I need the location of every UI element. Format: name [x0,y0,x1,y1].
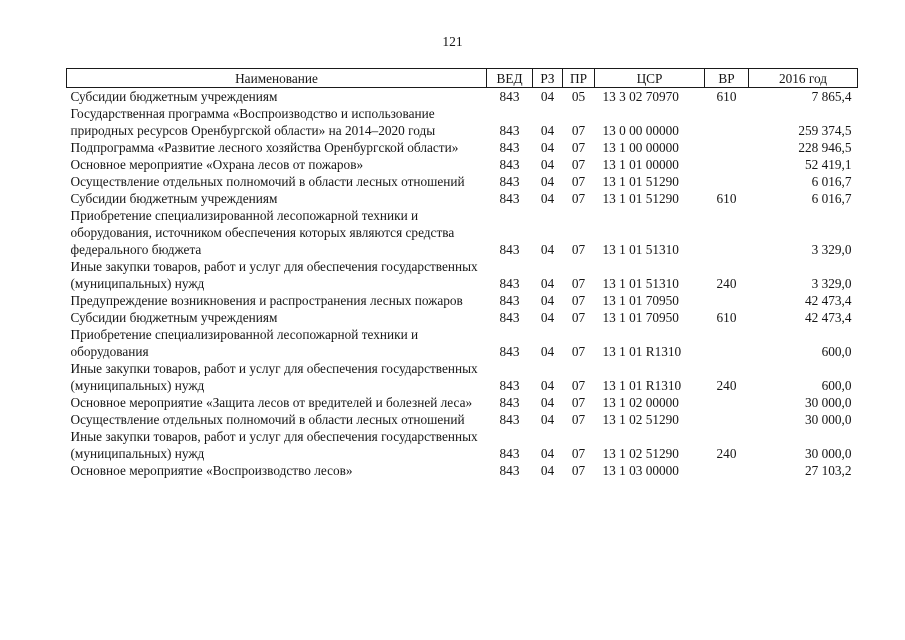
cell-rz: 04 [540,140,555,155]
cell-rz: 04 [540,293,555,308]
cell-csr: 13 1 01 51310 [602,242,679,257]
cell-vr [705,394,749,411]
cell-vr: 240 [716,276,737,291]
cell-csr: 13 1 01 70950 [602,310,679,325]
cell-csr: 13 1 00 00000 [602,140,679,155]
cell-pr: 07 [571,140,586,155]
table-row [67,207,858,258]
cell-amount: 600,0 [821,344,852,359]
cell-rz: 04 [540,446,555,461]
cell-rz: 04 [540,378,555,393]
cell-ved: 843 [499,89,520,104]
cell-rz: 04 [540,344,555,359]
cell-vr: 610 [716,89,737,104]
cell-amount: 259 374,5 [798,123,852,138]
cell-amount: 3 329,0 [811,276,852,291]
cell-amount: 600,0 [821,378,852,393]
cell-pr: 07 [571,157,586,172]
cell-csr: 13 1 01 51290 [602,191,679,206]
cell-pr: 07 [571,191,586,206]
cell-name: Осуществление отдельных полномочий в области лесных отношений [70,412,465,427]
table-row [67,292,858,309]
cell-rz: 04 [540,463,555,478]
cell-name: Приобретение специализированной лесопожарной техники и оборудования [70,327,419,359]
cell-pr: 07 [571,412,586,427]
cell-amount: 27 103,2 [804,463,852,478]
table-row [67,326,858,360]
cell-csr: 13 1 01 R1310 [602,344,682,359]
cell-vr [705,292,749,309]
cell-vr [705,411,749,428]
table-row [67,258,858,292]
header-csr: ЦСР [595,69,705,88]
cell-name: Субсидии бюджетным учреждениям [70,191,278,206]
cell-name: Осуществление отдельных полномочий в области лесных отношений [70,174,465,189]
cell-rz: 04 [540,191,555,206]
table-row [67,190,858,207]
cell-rz: 04 [540,242,555,257]
cell-ved: 843 [499,344,520,359]
cell-vr: 610 [716,310,737,325]
cell-pr: 07 [571,378,586,393]
table-body [67,88,858,480]
cell-rz: 04 [540,174,555,189]
cell-ved: 843 [499,123,520,138]
cell-amount: 6 016,7 [811,174,852,189]
table-row [67,105,858,139]
cell-pr: 07 [571,293,586,308]
cell-amount: 30 000,0 [804,395,852,410]
header-pr: ПР [563,69,595,88]
cell-name: Субсидии бюджетным учреждениям [70,310,278,325]
cell-ved: 843 [499,293,520,308]
cell-pr: 07 [571,310,586,325]
cell-amount: 228 946,5 [798,140,852,155]
cell-name: Приобретение специализированной лесопожарной техники и оборудования, источником обеспечения которых являются средства федерального бюджета [70,208,455,257]
cell-name: Государственная программа «Воспроизводство и использование природных ресурсов Оренбургской области» на 2014–2020 годы [70,106,436,138]
cell-ved: 843 [499,412,520,427]
cell-pr: 05 [571,89,586,104]
cell-name: Подпрограмма «Развитие лесного хозяйства Оренбургской области» [70,140,459,155]
cell-ved: 843 [499,191,520,206]
cell-name: Иные закупки товаров, работ и услуг для обеспечения государственных (муниципальных) нужд [70,429,478,461]
cell-amount: 3 329,0 [811,242,852,257]
cell-ved: 843 [499,276,520,291]
cell-amount: 7 865,4 [811,89,852,104]
cell-vr: 240 [716,378,737,393]
cell-ved: 843 [499,463,520,478]
cell-csr: 13 1 02 51290 [602,412,679,427]
table-row [67,462,858,479]
cell-ved: 843 [499,157,520,172]
cell-rz: 04 [540,276,555,291]
cell-amount: 30 000,0 [804,446,852,461]
cell-vr [705,207,749,258]
table-row [67,411,858,428]
cell-ved: 843 [499,395,520,410]
cell-amount: 42 473,4 [804,310,852,325]
cell-csr: 13 1 02 51290 [602,446,679,461]
header-vr: ВР [705,69,749,88]
table-row [67,156,858,173]
cell-csr: 13 1 03 00000 [602,463,679,478]
table-row [67,88,858,106]
cell-name: Основное мероприятие «Защита лесов от вредителей и болезней леса» [70,395,473,410]
cell-vr [705,173,749,190]
cell-pr: 07 [571,395,586,410]
cell-pr: 07 [571,276,586,291]
cell-rz: 04 [540,157,555,172]
cell-amount: 42 473,4 [804,293,852,308]
header-rz: РЗ [533,69,563,88]
cell-csr: 13 1 01 51310 [602,276,679,291]
cell-ved: 843 [499,378,520,393]
budget-table [66,68,858,479]
cell-name: Предупреждение возникновения и распространения лесных пожаров [70,293,463,308]
cell-rz: 04 [540,310,555,325]
cell-ved: 843 [499,174,520,189]
cell-vr [705,139,749,156]
cell-name: Основное мероприятие «Воспроизводство лесов» [70,463,353,478]
table-row [67,428,858,462]
cell-rz: 04 [540,395,555,410]
table-row [67,309,858,326]
table-row [67,173,858,190]
cell-ved: 843 [499,446,520,461]
cell-name: Иные закупки товаров, работ и услуг для обеспечения государственных (муниципальных) нужд [70,361,478,393]
cell-ved: 843 [499,310,520,325]
header-row [67,69,858,88]
cell-vr: 240 [716,446,737,461]
header-ved: ВЕД [487,69,533,88]
table-row [67,139,858,156]
cell-pr: 07 [571,242,586,257]
cell-amount: 6 016,7 [811,191,852,206]
page-number: 121 [442,34,463,49]
cell-csr: 13 1 01 R1310 [602,378,682,393]
cell-rz: 04 [540,89,555,104]
cell-vr [705,105,749,139]
cell-ved: 843 [499,242,520,257]
cell-csr: 13 0 00 00000 [602,123,679,138]
cell-rz: 04 [540,123,555,138]
cell-pr: 07 [571,463,586,478]
cell-rz: 04 [540,412,555,427]
header-name: Наименование [67,69,487,88]
cell-name: Основное мероприятие «Охрана лесов от пожаров» [70,157,364,172]
cell-amount: 52 419,1 [804,157,852,172]
table-row [67,360,858,394]
cell-name: Субсидии бюджетным учреждениям [70,89,278,104]
cell-name: Иные закупки товаров, работ и услуг для обеспечения государственных (муниципальных) нужд [70,259,478,291]
cell-csr: 13 3 02 70970 [602,89,679,104]
cell-pr: 07 [571,123,586,138]
cell-csr: 13 1 01 51290 [602,174,679,189]
cell-csr: 13 1 02 00000 [602,395,679,410]
cell-pr: 07 [571,446,586,461]
cell-csr: 13 1 01 00000 [602,157,679,172]
cell-pr: 07 [571,344,586,359]
cell-pr: 07 [571,174,586,189]
cell-ved: 843 [499,140,520,155]
cell-amount: 30 000,0 [804,412,852,427]
header-year: 2016 год [749,69,858,88]
cell-csr: 13 1 01 70950 [602,293,679,308]
cell-vr [705,462,749,479]
cell-vr [705,156,749,173]
cell-vr [705,326,749,360]
table-row [67,394,858,411]
cell-vr: 610 [716,191,737,206]
